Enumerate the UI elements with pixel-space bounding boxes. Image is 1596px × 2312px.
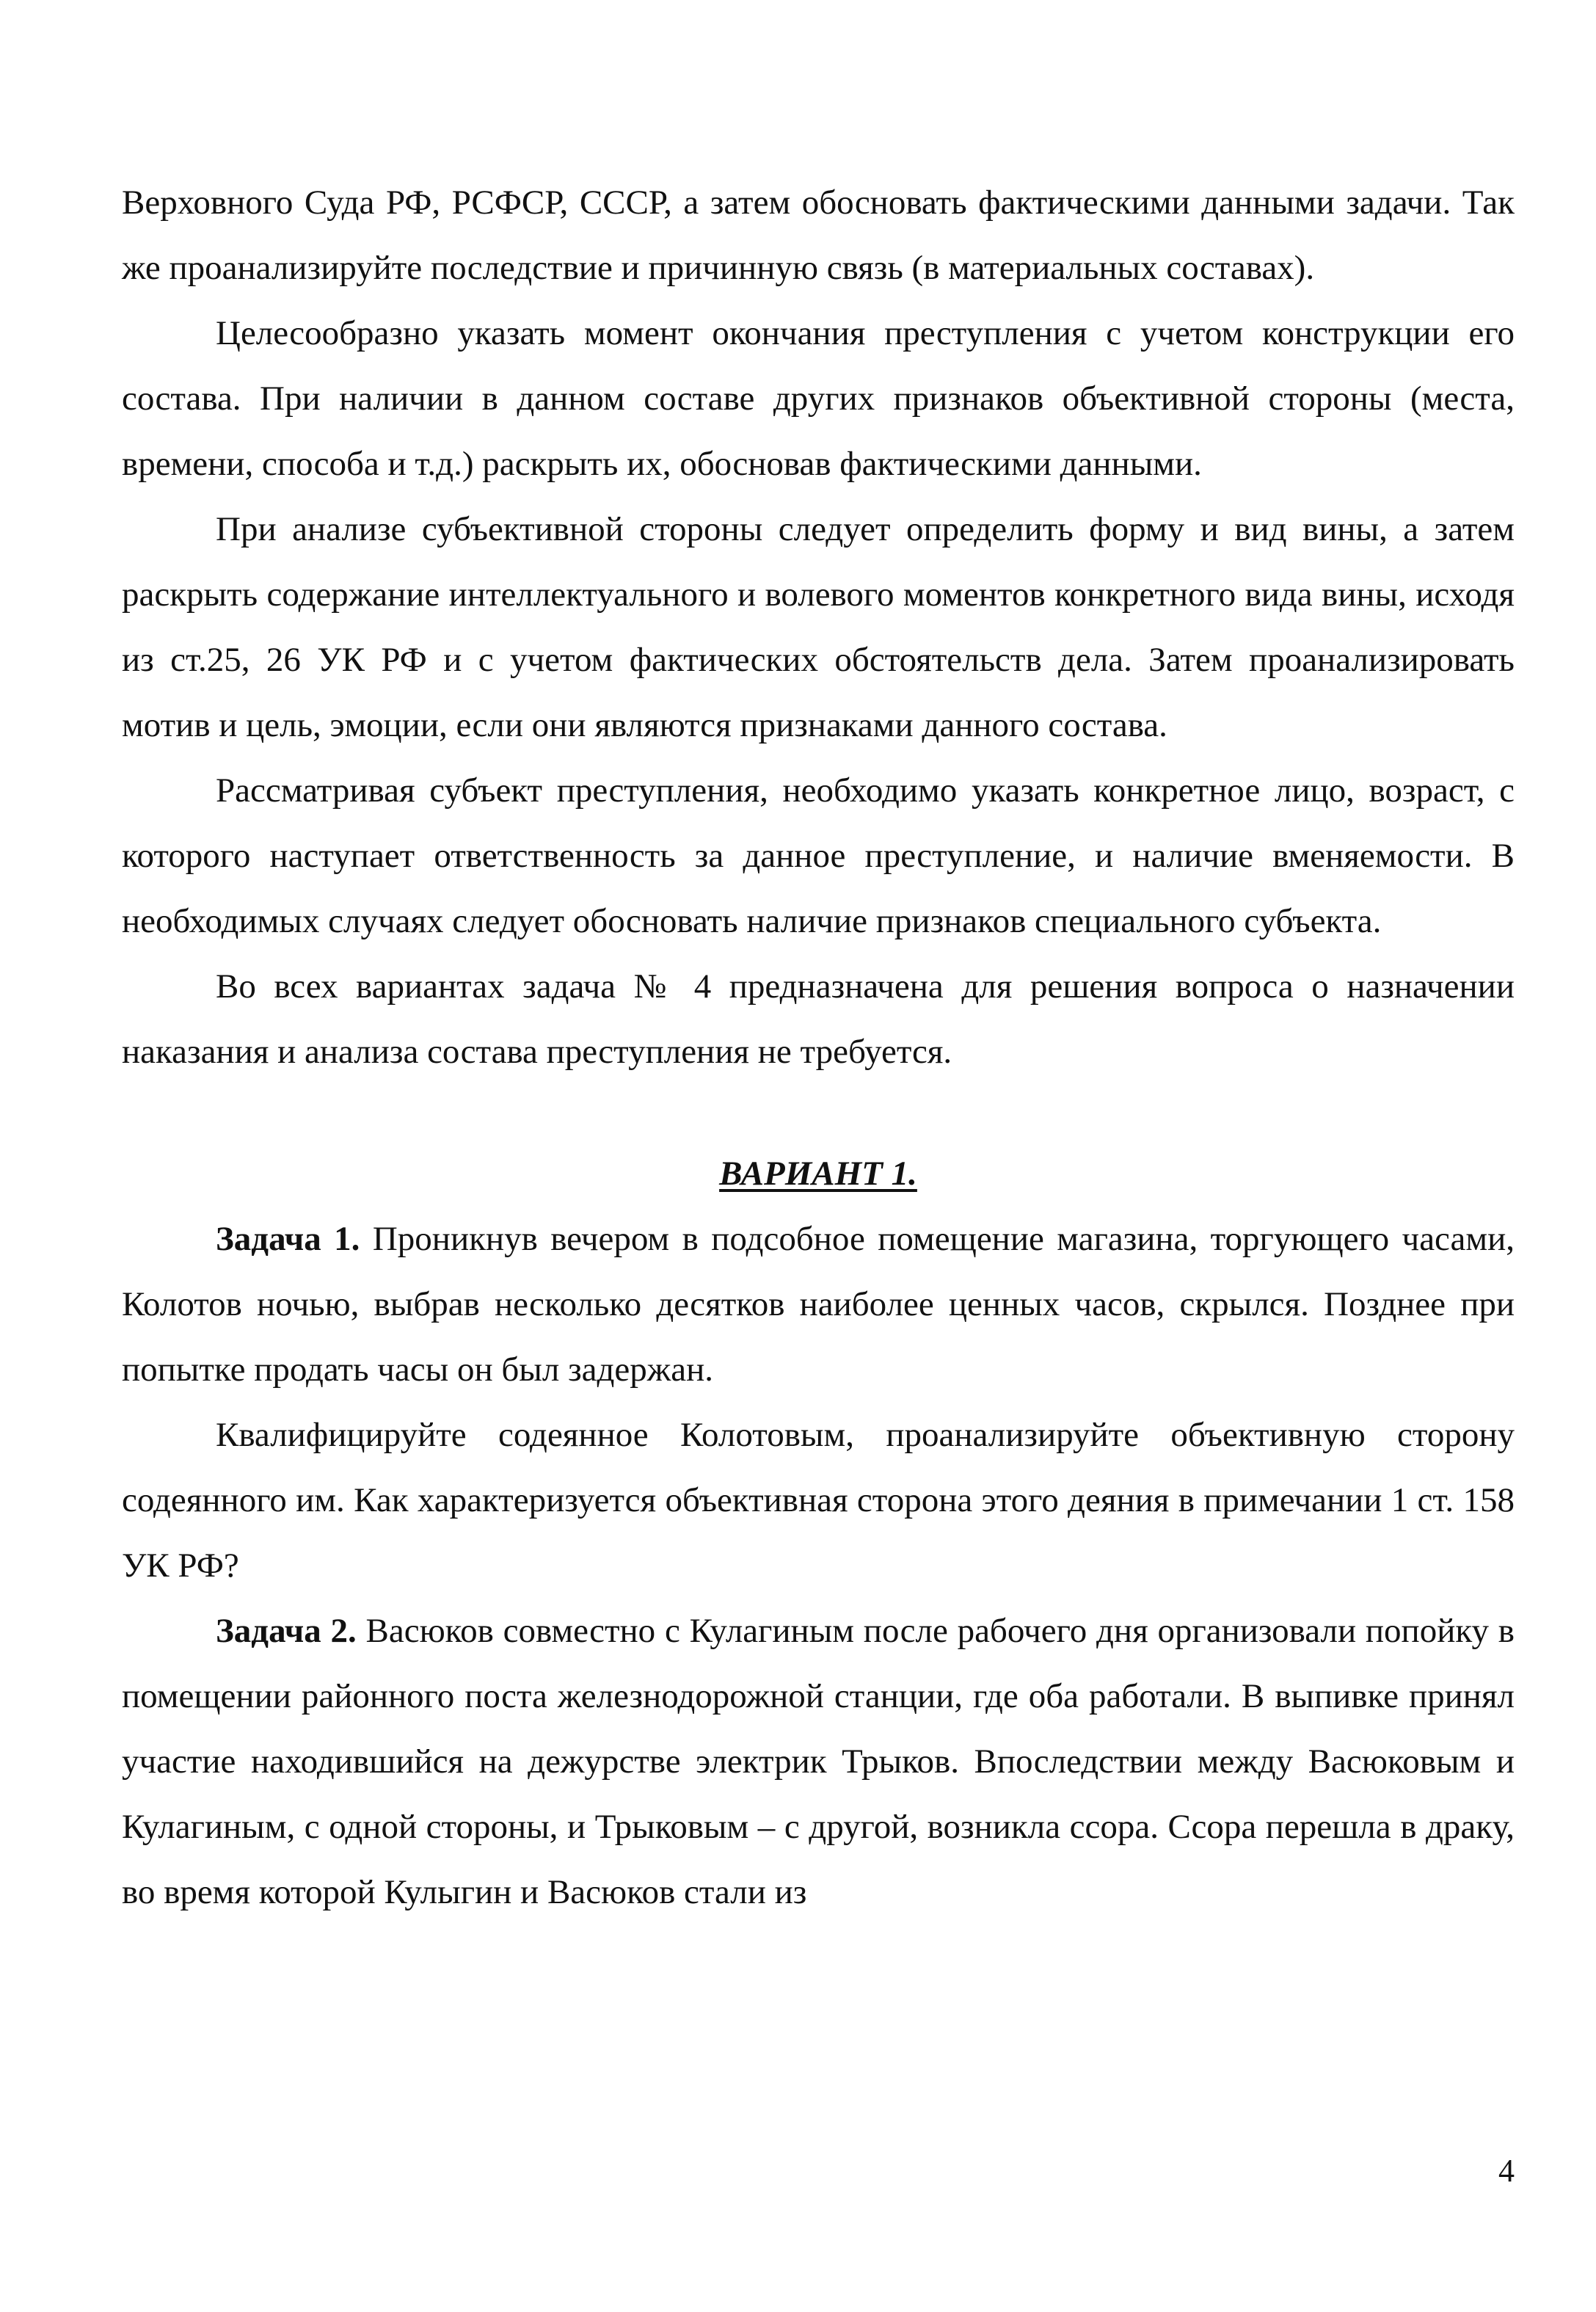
page-number: 4 bbox=[1498, 2153, 1515, 2189]
variant-heading: ВАРИАНТ 1. bbox=[719, 1155, 917, 1193]
intro-paragraph-5: Во всех вариантах задача № 4 предназначена для решения вопроса о назначении наказания и анализа состава преступления не требуется. bbox=[122, 967, 1515, 1071]
task-1-question: Квалифицируйте содеянное Колотовым, проанализируйте объективную сторону содеянного им. Как характеризуется объективная сторона этого деяния в примечании 1 ст. 158 УК РФ? bbox=[122, 1416, 1515, 1585]
task-2-text: Васюков совместно с Кулагиным после рабочего дня организовали попойку в помещении районного поста железнодорожной станции, где оба работали. В выпивке принял участие находившийся на дежурстве электрик Трыков. Впоследствии между Васюковым и Кулагиным, с одной стороны, и Трыковым – с другой, возникла ссора. Ссора перешла в драку, во время которой Кулыгин и Васюков стали из bbox=[122, 1612, 1515, 1911]
intro-paragraph-3: При анализе субъективной стороны следует определить форму и вид вины, а затем раскрыть содержание интеллектуального и волевого моментов конкретного вида вины, исходя из ст.25, 26 УК РФ и с учетом фактических обстоятельств дела. Затем проанализировать мотив и цель, эмоции, если они являются признаками данного состава. bbox=[122, 510, 1515, 744]
task-1-paragraph bbox=[122, 1207, 1515, 1403]
intro-paragraph-2: Целесообразно указать момент окончания преступления с учетом конструкции его состава. При наличии в данном составе других признаков объективной стороны (места, времени, способа и т.д.) раскрыть их, обосновав фактическими данными. bbox=[122, 314, 1515, 483]
task-2-label: Задача 2. bbox=[216, 1612, 357, 1650]
intro-paragraph-4: Рассматривая субъект преступления, необходимо указать конкретное лицо, возраст, с которого наступает ответственность за данное преступление, и наличие вменяемости. В необходимых случаях следует обосновать наличие признаков специального субъекта. bbox=[122, 771, 1515, 940]
task-1-text: Проникнув вечером в подсобное помещение магазина, торгующего часами, Колотов ночью, выбрав несколько десятков наиболее ценных часов, скрылся. Позднее при попытке продать часы он был задержан. bbox=[122, 1220, 1515, 1389]
task-2-paragraph bbox=[122, 1599, 1515, 1925]
task-1-label: Задача 1. bbox=[216, 1220, 360, 1258]
document-page bbox=[122, 170, 1515, 1925]
intro-paragraph-1: Верховного Суда РФ, РСФСР, СССР, а затем обосновать фактическими данными задачи. Так же проанализируйте последствие и причинную связь (в материальных составах). bbox=[122, 183, 1515, 287]
